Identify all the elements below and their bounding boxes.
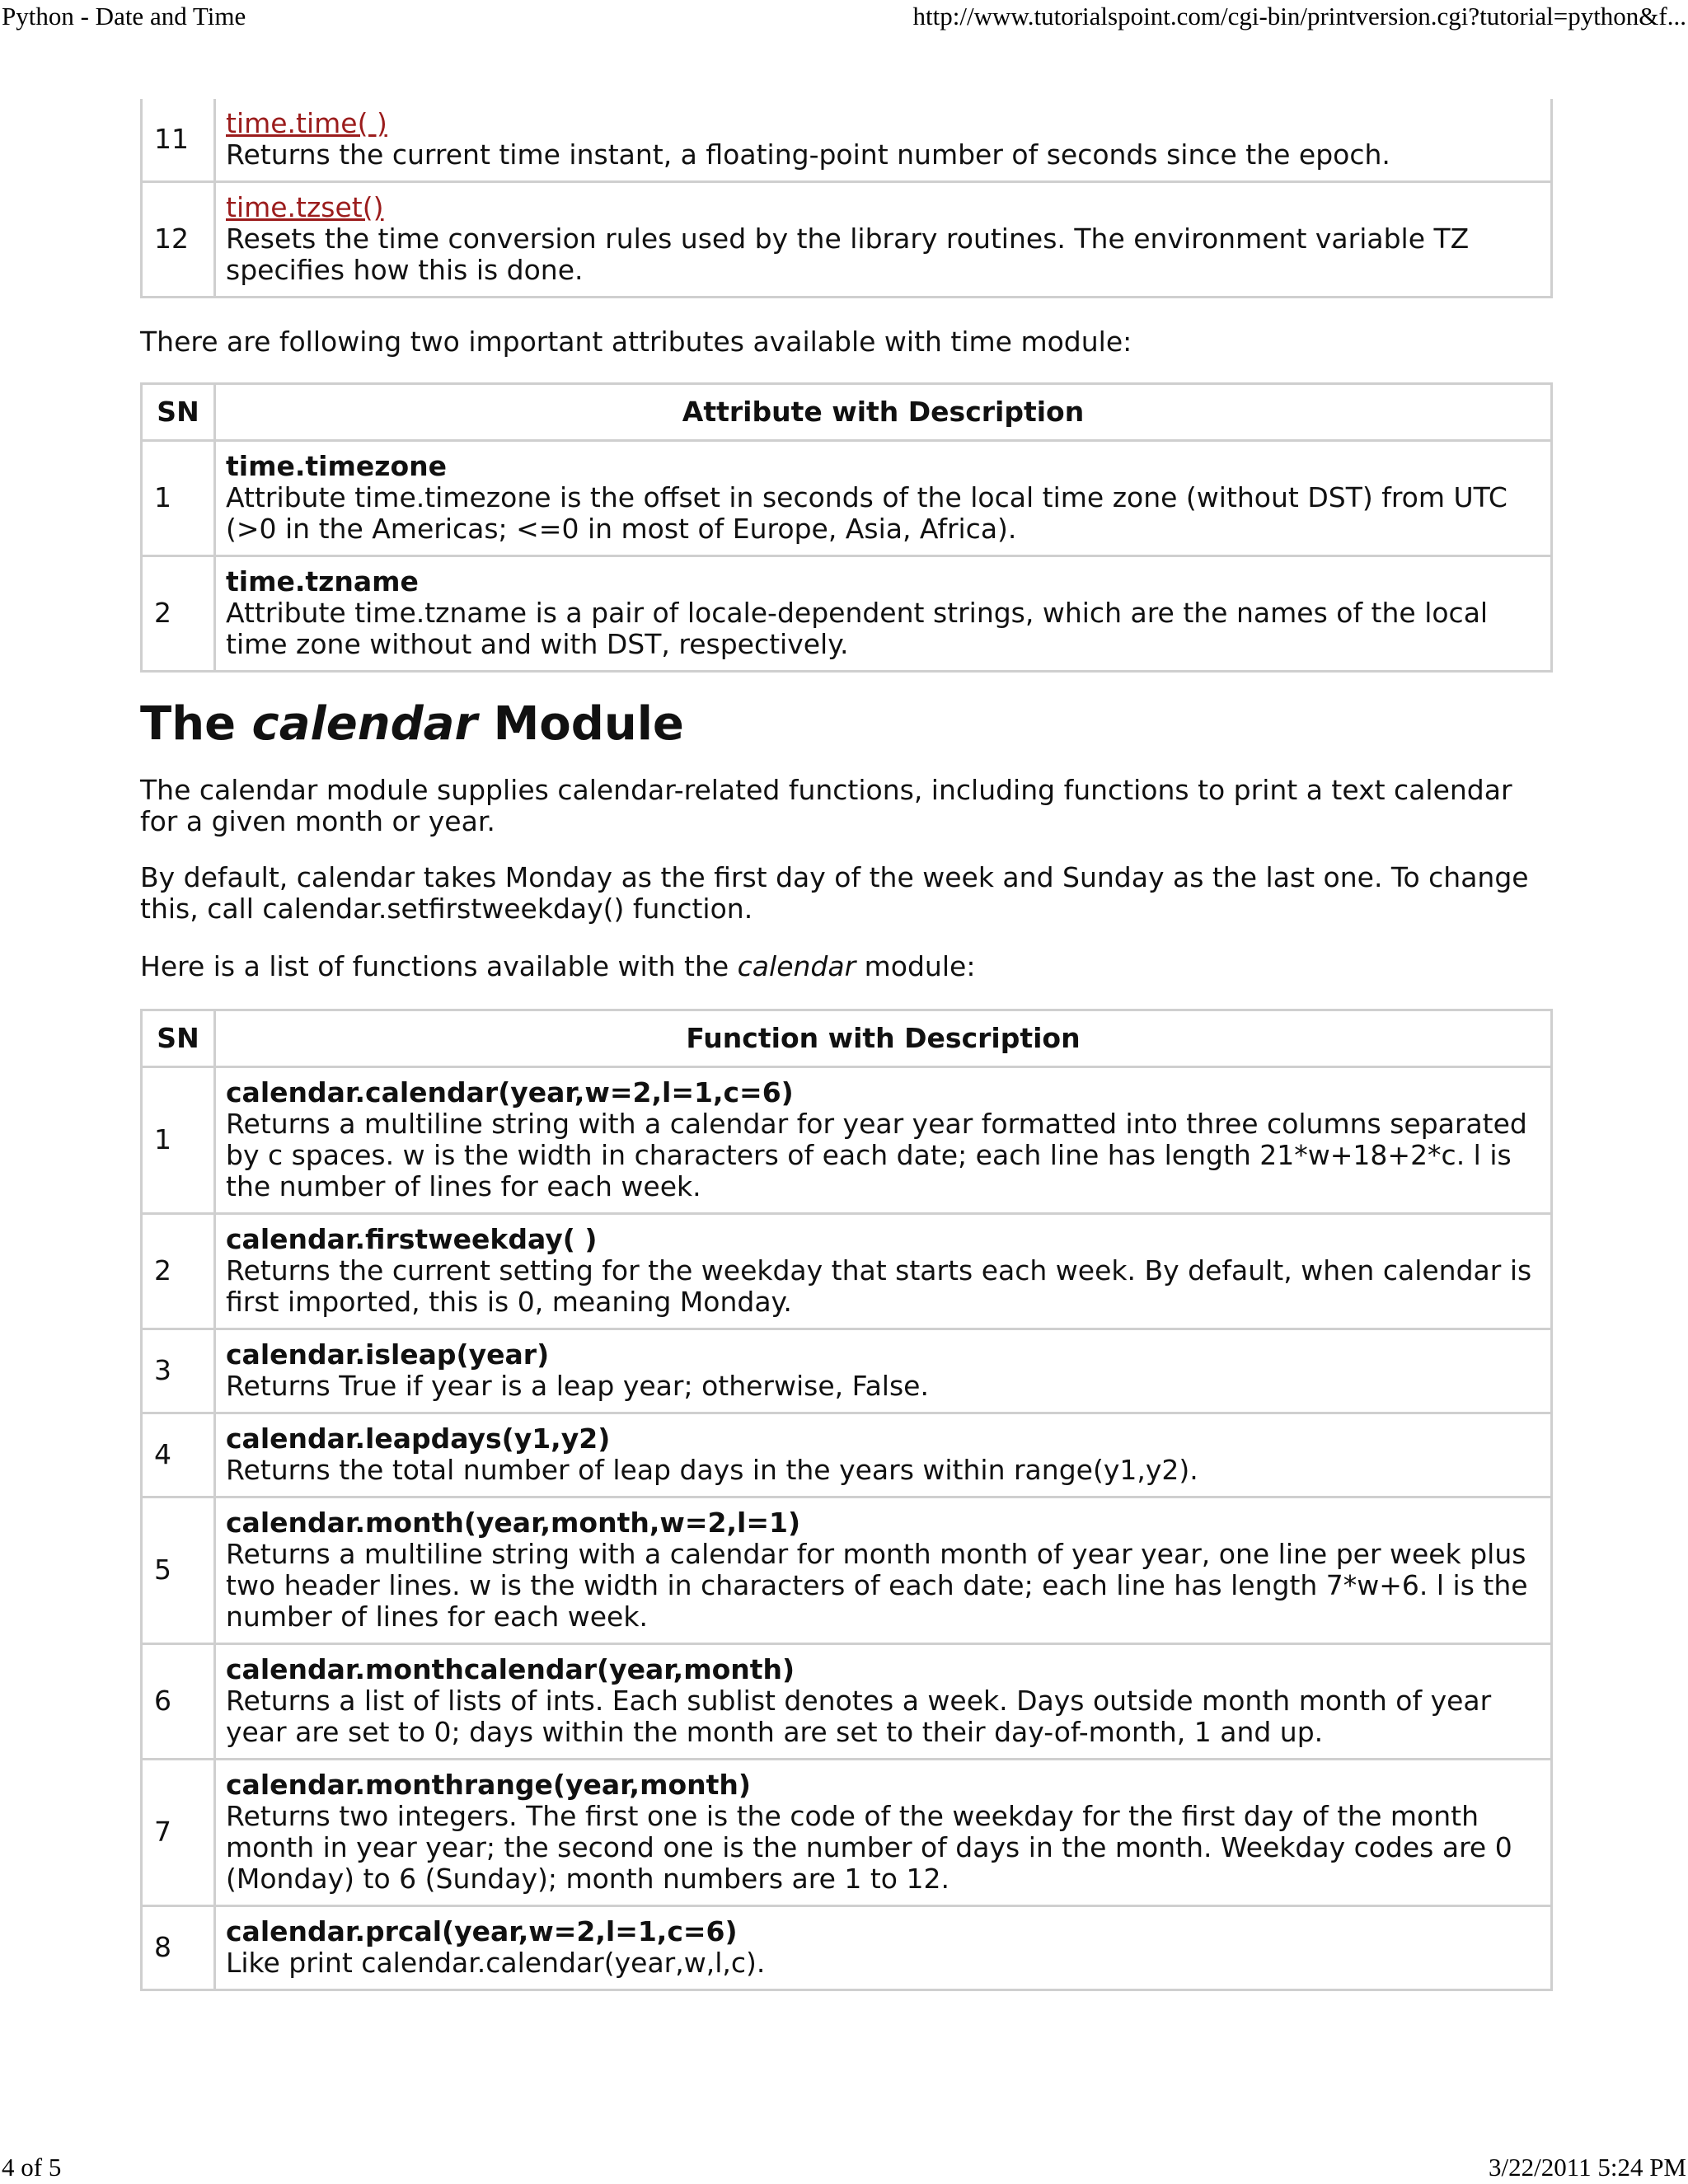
function-link[interactable]: time.time( ) <box>226 107 387 139</box>
function-description: Returns a multiline string with a calendar for year year formatted into three columns separated by c spaces. w is the width in characters of each date; each line has length 21*w+18+2*c. l is the number of lines for each week. <box>226 1108 1527 1202</box>
column-header-description: Attribute with Description <box>215 384 1552 441</box>
function-description: Returns the current time instant, a floating-point number of seconds since the epoch. <box>226 138 1390 171</box>
function-description: Returns True if year is a leap year; otherwise, False. <box>226 1370 929 1402</box>
paragraph-part: module: <box>856 950 976 982</box>
table-row <box>142 1760 1552 1906</box>
section-heading <box>140 696 1553 753</box>
sn-cell: 8 <box>142 1906 215 1990</box>
table-row <box>142 1413 1552 1497</box>
function-description: Like print calendar.calendar(year,w,l,c). <box>226 1947 766 1979</box>
print-header-title: Python - Date and Time <box>2 2 246 30</box>
function-name: calendar.firstweekday( ) <box>226 1223 598 1255</box>
function-description: Returns two integers. The first one is the code of the weekday for the first day of the month month in year year; the second one is the number of days in the month. Weekday codes are 0 (Monday) to 6 (Sunday); month numbers are 1 to 12. <box>226 1800 1512 1895</box>
attributes-intro: There are following two important attributes available with time module: <box>140 326 1132 358</box>
sn-cell: 12 <box>142 182 215 298</box>
sn-cell: 3 <box>142 1329 215 1413</box>
function-description: Resets the time conversion rules used by the library routines. The environment variable TZ specifies how this is done. <box>226 223 1470 286</box>
function-description: Returns a multiline string with a calendar for month month of year year, one line per week plus two header lines. w is the width in characters of each date; each line has length 7*w+6. l is the number of lines for each week. <box>226 1538 1528 1633</box>
table-row <box>142 1906 1552 1990</box>
function-link[interactable]: time.tzset() <box>226 191 384 223</box>
description-cell <box>215 1413 1552 1497</box>
table-row <box>142 556 1552 672</box>
description-cell <box>215 1067 1552 1214</box>
table-row <box>142 182 1552 298</box>
calendar-paragraph-3 <box>140 951 1553 982</box>
function-description: Returns the total number of leap days in the years within range(y1,y2). <box>226 1454 1198 1486</box>
sn-cell: 1 <box>142 441 215 556</box>
function-description: Returns the current setting for the weekday that starts each week. By default, when calendar is first imported, this is 0, meaning Monday. <box>226 1254 1532 1318</box>
description-cell <box>215 182 1552 298</box>
table-header-row <box>142 384 1552 441</box>
function-name: calendar.leapdays(y1,y2) <box>226 1422 611 1455</box>
description-cell <box>215 1497 1552 1644</box>
calendar-functions-table <box>140 1009 1553 1991</box>
heading-part: Module <box>477 697 684 751</box>
attribute-description: Attribute time.timezone is the offset in seconds of the local time zone (without DST) from UTC (>0 in the Americas; <=0 in most of Europe, Asia, Africa). <box>226 481 1507 545</box>
table-row <box>142 1067 1552 1214</box>
calendar-paragraph-1: The calendar module supplies calendar-related functions, including functions to print a text calendar for a given month or year. <box>140 774 1512 837</box>
description-cell <box>215 1760 1552 1906</box>
table-row <box>142 1329 1552 1413</box>
table-row <box>142 99 1552 182</box>
attributes-table <box>140 382 1553 673</box>
sn-cell: 4 <box>142 1413 215 1497</box>
column-header-description: Function with Description <box>215 1010 1552 1067</box>
table-header-row <box>142 1010 1552 1067</box>
table-row <box>142 1644 1552 1760</box>
description-cell <box>215 1644 1552 1760</box>
description-cell <box>215 99 1552 182</box>
description-cell <box>215 556 1552 672</box>
sn-cell: 11 <box>142 99 215 182</box>
table-row <box>142 441 1552 556</box>
column-header-sn: SN <box>142 1010 215 1067</box>
function-name: calendar.calendar(year,w=2,l=1,c=6) <box>226 1076 794 1108</box>
attribute-name: time.tzname <box>226 565 419 598</box>
function-name: calendar.monthcalendar(year,month) <box>226 1653 795 1685</box>
table-row <box>142 1497 1552 1644</box>
column-header-sn: SN <box>142 384 215 441</box>
paragraph-emphasis: calendar <box>737 950 856 982</box>
function-name: calendar.isleap(year) <box>226 1338 550 1371</box>
sn-cell: 2 <box>142 1214 215 1329</box>
sn-cell: 7 <box>142 1760 215 1906</box>
function-name: calendar.prcal(year,w=2,l=1,c=6) <box>226 1915 738 1947</box>
sn-cell: 6 <box>142 1644 215 1760</box>
print-header-url: http://www.tutorialspoint.com/cgi-bin/printversion.cgi?tutorial=python&f... <box>912 2 1686 30</box>
description-cell <box>215 1906 1552 1990</box>
paragraph-part: Here is a list of functions available with the <box>140 950 738 982</box>
function-description: Returns a list of lists of ints. Each sublist denotes a week. Days outside month month of year year are set to 0; days within the month are set to their day-of-month, 1 and up. <box>226 1685 1492 1748</box>
description-cell <box>215 441 1552 556</box>
table-row <box>142 1214 1552 1329</box>
description-cell <box>215 1214 1552 1329</box>
attribute-name: time.timezone <box>226 450 447 482</box>
description-cell <box>215 1329 1552 1413</box>
page-number: 4 of 5 <box>2 2153 62 2182</box>
print-datetime: 3/22/2011 5:24 PM <box>1489 2153 1686 2182</box>
function-name: calendar.monthrange(year,month) <box>226 1769 751 1801</box>
calendar-paragraph-2: By default, calendar takes Monday as the first day of the week and Sunday as the last one. To change this, call calendar.setfirstweekday() function. <box>140 861 1529 925</box>
time-functions-table <box>140 99 1553 298</box>
function-name: calendar.month(year,month,w=2,l=1) <box>226 1507 801 1539</box>
heading-emphasis: calendar <box>251 697 478 751</box>
page-content <box>140 99 1553 1991</box>
heading-part: The <box>140 697 252 751</box>
sn-cell: 5 <box>142 1497 215 1644</box>
sn-cell: 1 <box>142 1067 215 1214</box>
attribute-description: Attribute time.tzname is a pair of locale-dependent strings, which are the names of the local time zone without and with DST, respectively. <box>226 597 1489 660</box>
sn-cell: 2 <box>142 556 215 672</box>
